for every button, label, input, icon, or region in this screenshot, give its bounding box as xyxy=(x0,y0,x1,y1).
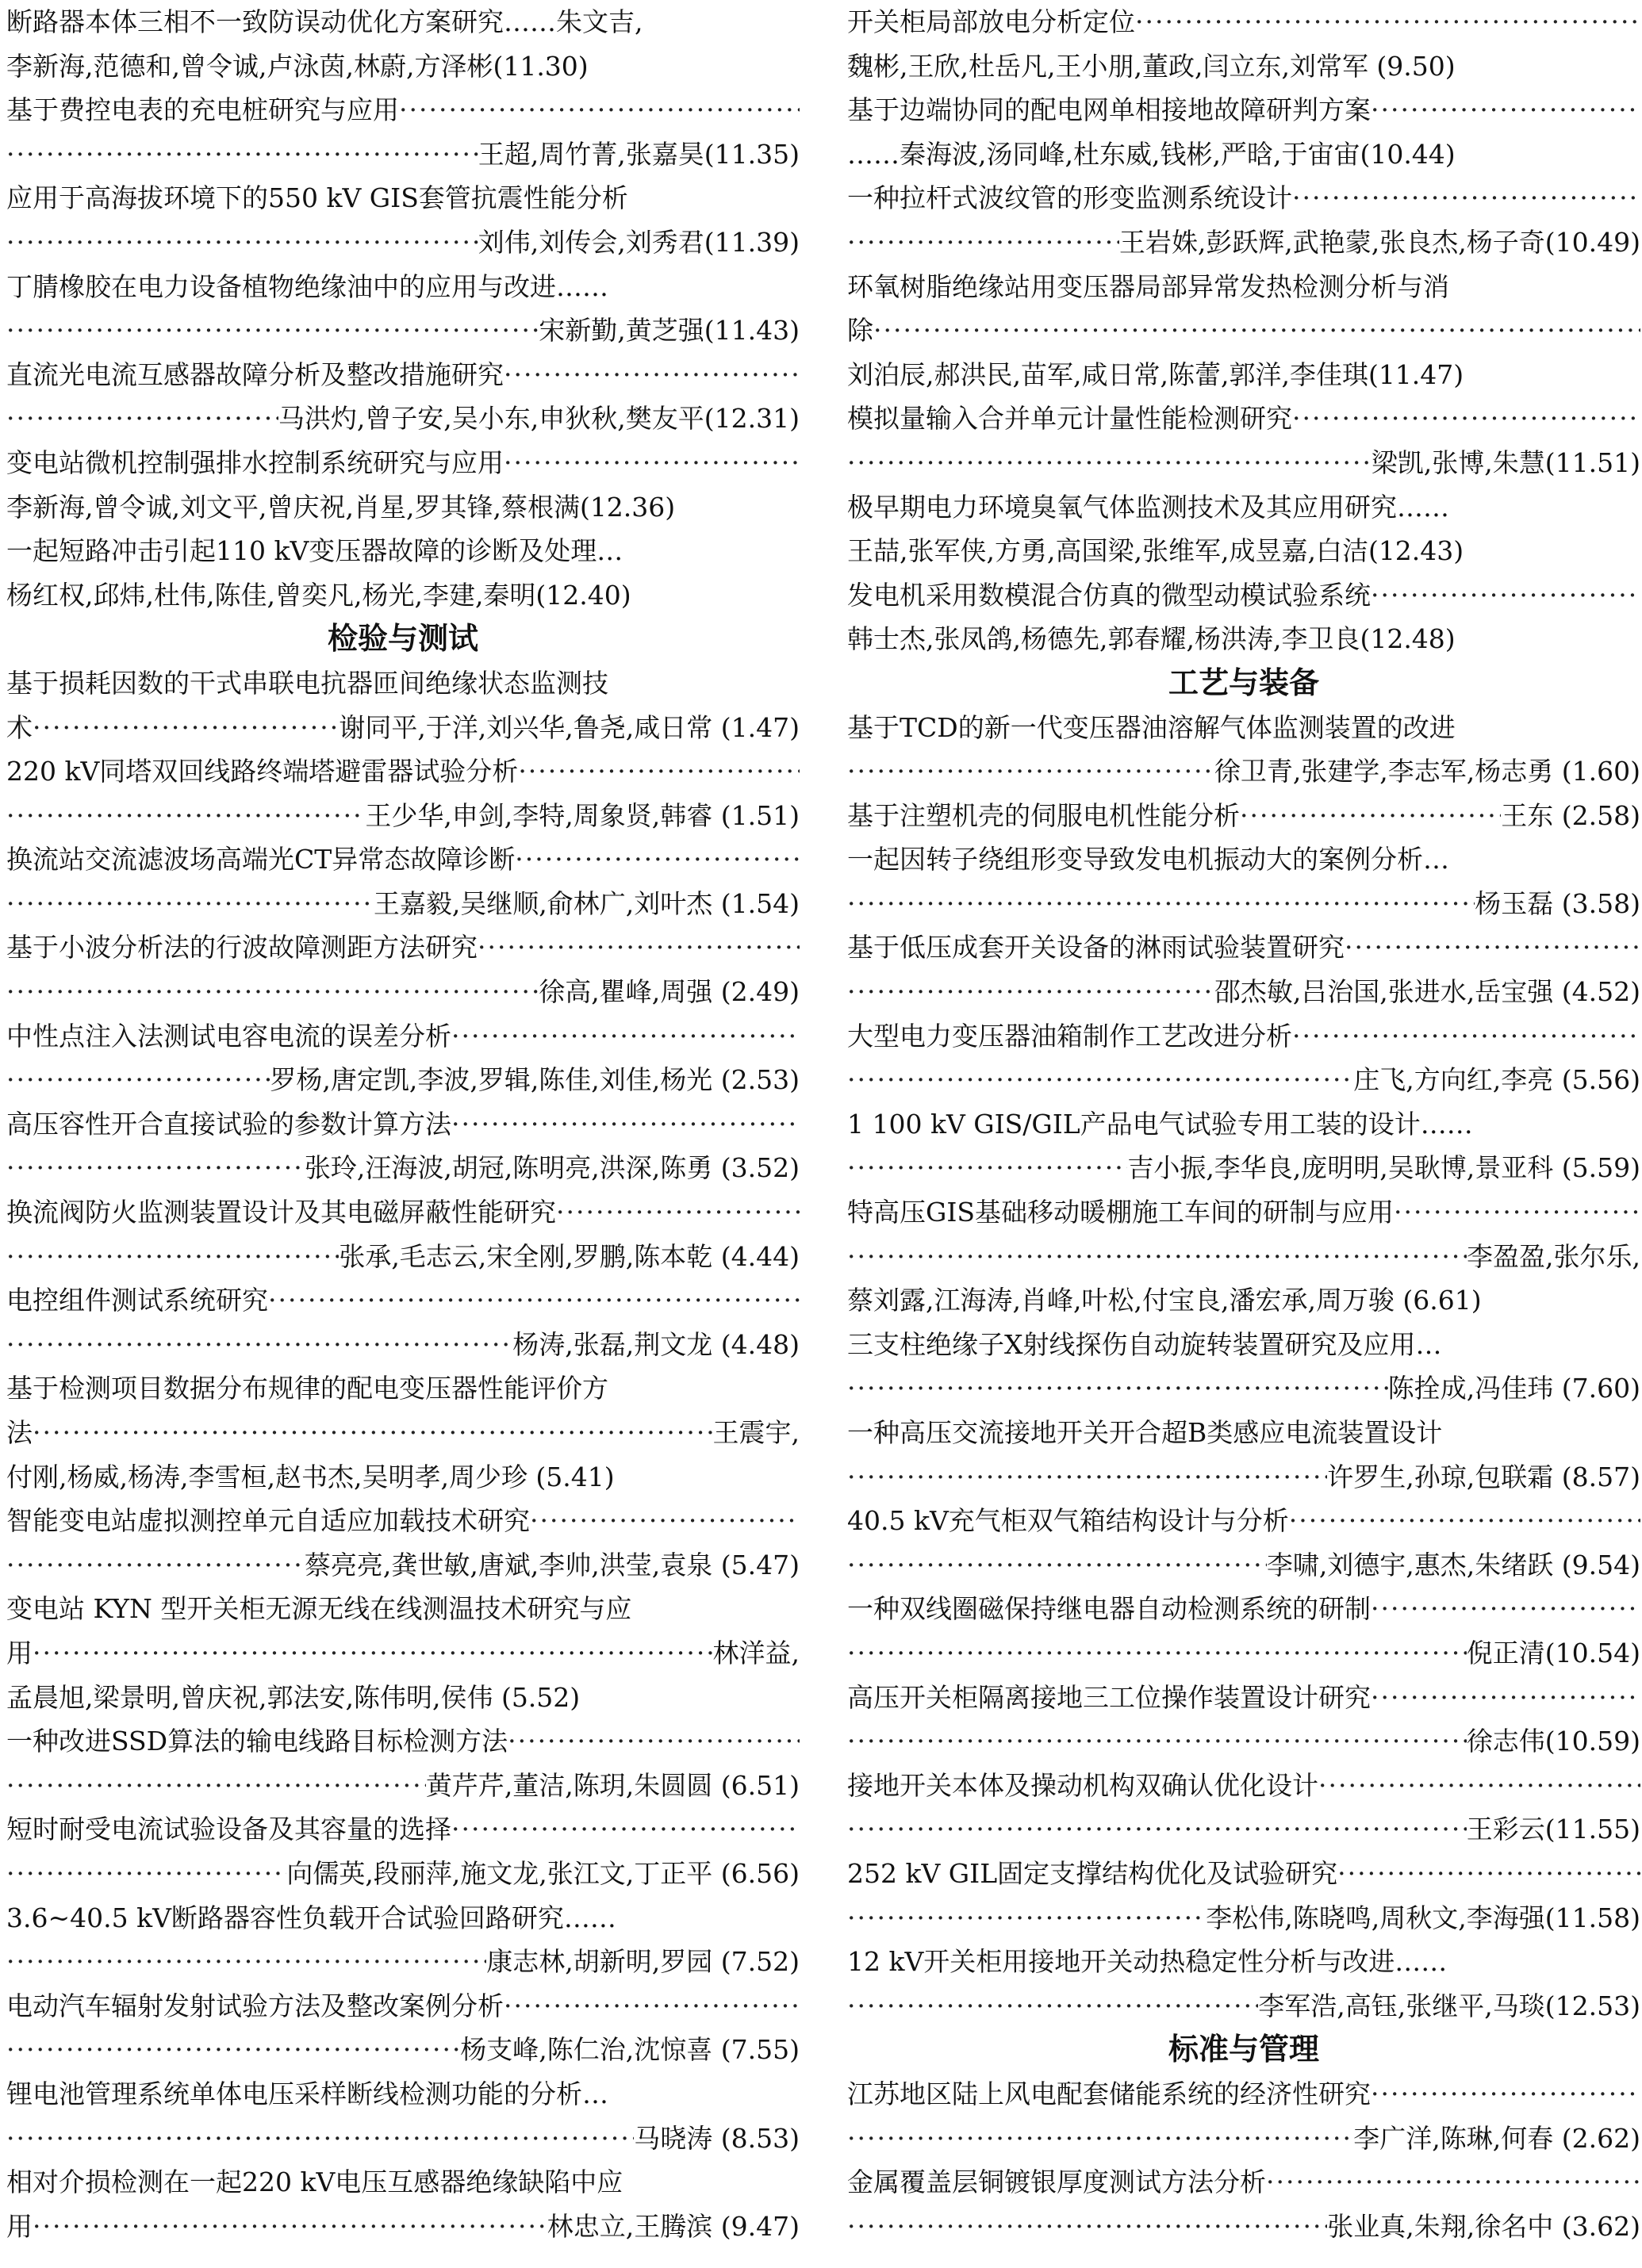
entry-text: 蔡刘露,江海涛,肖峰,叶松,付宝良,潘宏承,周万骏 (6.61) xyxy=(847,1285,1482,1316)
toc-line xyxy=(847,1499,1640,1543)
entry-text: 220 kV同塔双回线路终端塔避雷器试验分析 xyxy=(6,756,519,787)
toc-line xyxy=(6,1499,800,1543)
toc-line xyxy=(6,1940,800,1984)
toc-line xyxy=(6,749,800,794)
toc-line xyxy=(847,441,1640,485)
leader-dots xyxy=(1371,1587,1640,1631)
leader-dots xyxy=(478,925,800,970)
entry-authors-page: 梁凯,张博,朱慧(11.51) xyxy=(1371,446,1640,478)
entry-text: 开关柜局部放电分析定位 xyxy=(847,6,1135,37)
toc-line xyxy=(847,1146,1640,1190)
entry-text: 金属覆盖层铜镀银厚度测试方法分析 xyxy=(847,2166,1266,2198)
toc-line xyxy=(6,353,800,397)
leader-dots xyxy=(6,1058,270,1102)
toc-line xyxy=(847,970,1640,1014)
leader-dots xyxy=(847,1058,1353,1102)
toc-line xyxy=(6,1014,800,1059)
toc-line xyxy=(6,485,800,530)
entry-authors-page: 王嘉毅,吴继顺,俞林广,刘叶杰 (1.54) xyxy=(373,887,800,919)
entry-text: 李新海,曾令诚,刘文平,曾庆祝,肖星,罗其锋,蔡根满(12.36) xyxy=(6,491,676,523)
leader-dots xyxy=(1318,1764,1640,1808)
leader-dots xyxy=(33,2205,547,2249)
toc-line xyxy=(847,1896,1640,1940)
section-heading: 检验与测试 xyxy=(327,621,478,657)
leader-dots xyxy=(6,1323,512,1367)
toc-line xyxy=(6,661,800,706)
toc-line xyxy=(6,837,800,882)
entry-text: 40.5 kV充气柜双气箱结构设计与分析 xyxy=(847,1505,1289,1537)
entry-text: 丁腈橡胶在电力设备植物绝缘油中的应用与改进…… xyxy=(6,270,608,302)
entry-text: 基于TCD的新一代变压器油溶解气体监测装置的改进 xyxy=(847,711,1456,743)
leader-dots xyxy=(6,1852,286,1896)
entry-authors-page: 陈拴成,冯佳玮 (7.60) xyxy=(1387,1373,1640,1404)
leader-dots xyxy=(847,441,1372,485)
toc-line xyxy=(6,706,800,750)
entry-text: 变电站 KYN 型开关柜无源无线在线测温技术研究与应 xyxy=(6,1593,632,1625)
leader-dots xyxy=(847,1896,1206,1940)
entry-text: 基于边端协同的配电网单相接地故障研判方案 xyxy=(847,94,1371,126)
toc-line xyxy=(6,1807,800,1852)
entry-text: 一起短路冲击引起110 kV变压器故障的诊断及处理… xyxy=(6,535,623,567)
entry-authors-page: 黄芹芹,董洁,陈玥,朱圆圆 (6.51) xyxy=(425,1769,800,1801)
leader-dots xyxy=(1371,1676,1640,1720)
toc-line xyxy=(847,397,1640,441)
entry-text: 基于检测项目数据分布规律的配电变压器性能评价方 xyxy=(6,1373,608,1404)
toc-line xyxy=(6,970,800,1014)
entry-authors-page: 马晓涛 (8.53) xyxy=(634,2122,800,2154)
entry-text: 用 xyxy=(6,1637,33,1668)
leader-dots xyxy=(504,441,800,485)
toc-line xyxy=(6,1411,800,1455)
toc-line xyxy=(6,882,800,926)
entry-text: 环氧树脂绝缘站用变压器局部异常发热检测分析与消 xyxy=(847,270,1449,302)
leader-dots xyxy=(504,353,800,397)
entry-text: ……秦海波,汤同峰,杜东威,钱彬,严晗,于宙宙(10.44) xyxy=(847,138,1456,170)
toc-line xyxy=(6,176,800,220)
section-heading: 工艺与装备 xyxy=(1168,665,1319,700)
leader-dots xyxy=(1266,2160,1640,2205)
toc-line xyxy=(6,794,800,838)
leader-dots xyxy=(1371,2072,1640,2117)
entry-text: 基于小波分析法的行波故障测距方法研究 xyxy=(6,932,478,964)
toc-line xyxy=(847,132,1640,177)
toc-line xyxy=(847,1719,1640,1764)
leader-dots xyxy=(847,749,1214,794)
toc-line xyxy=(6,573,800,618)
leader-dots xyxy=(6,882,374,926)
entry-authors-page: 许罗生,孙琼,包联霜 (8.57) xyxy=(1327,1461,1640,1492)
toc-line xyxy=(6,1764,800,1808)
toc-line xyxy=(847,2117,1640,2161)
toc-line xyxy=(847,529,1640,573)
entry-text: 一种双线圈磁保持继电器自动检测系统的研制 xyxy=(847,1593,1371,1625)
leader-dots xyxy=(6,1764,426,1808)
toc-line xyxy=(6,88,800,132)
entry-text: 相对介损检测在一起220 kV电压互感器绝缘缺陷中应 xyxy=(6,2166,623,2198)
toc-line xyxy=(847,794,1640,838)
toc-line xyxy=(847,176,1640,220)
toc-line xyxy=(6,2072,800,2117)
toc-line xyxy=(6,1235,800,1279)
toc-line xyxy=(6,44,800,89)
entry-text: 一种高压交流接地开关开合超B类感应电流装置设计 xyxy=(847,1417,1443,1448)
entry-authors-page: 罗杨,唐定凯,李波,罗辑,陈佳,刘佳,杨光 (2.53) xyxy=(270,1064,800,1096)
toc-line xyxy=(847,265,1640,309)
entry-authors-page: 王东 (2.58) xyxy=(1501,799,1640,831)
leader-dots xyxy=(847,220,1119,265)
toc-line xyxy=(847,1807,1640,1852)
toc-line xyxy=(847,0,1640,44)
toc-line xyxy=(847,2205,1640,2249)
leader-dots xyxy=(6,970,539,1014)
entry-authors-page: 谢同平,于洋,刘兴华,鲁尧,咸日常 (1.47) xyxy=(339,711,800,743)
toc-line xyxy=(6,1587,800,1631)
toc-line xyxy=(6,397,800,441)
leader-dots xyxy=(6,794,365,838)
leader-dots xyxy=(6,1940,486,1984)
entry-text: 韩士杰,张凤鸽,杨德先,郭春耀,杨洪涛,李卫良(12.48) xyxy=(847,623,1456,655)
toc-line xyxy=(6,132,800,177)
leader-dots xyxy=(1289,1499,1640,1543)
entry-text: 王喆,张军侠,方勇,高国梁,张维军,成昱嘉,白洁(12.43) xyxy=(847,535,1464,567)
toc-line xyxy=(847,2072,1640,2117)
entry-authors-page: 王岩姝,彭跃辉,武艳蒙,张良杰,杨子奇(10.49) xyxy=(1118,226,1640,258)
leader-dots xyxy=(1135,0,1640,44)
entry-authors-page: 徐志伟(10.59) xyxy=(1466,1726,1640,1757)
entry-authors-page: 李盈盈,张尔乐, xyxy=(1467,1240,1640,1272)
entry-text: 江苏地区陆上风电配套储能系统的经济性研究 xyxy=(847,2078,1371,2109)
toc-line xyxy=(847,617,1640,661)
toc-line xyxy=(847,44,1640,89)
entry-text: 李新海,范德和,曾令诚,卢泳茵,林蔚,方泽彬(11.30) xyxy=(6,50,589,82)
toc-line xyxy=(847,1190,1640,1235)
leader-dots xyxy=(847,1366,1388,1411)
leader-dots xyxy=(518,749,800,794)
toc-line xyxy=(847,1366,1640,1411)
toc-line xyxy=(6,1896,800,1940)
right-column xyxy=(847,0,1640,2248)
entry-text: 锂电池管理系统单体电压采样断线检测功能的分析… xyxy=(6,2078,608,2109)
toc-line xyxy=(6,220,800,265)
toc-line xyxy=(6,529,800,573)
leader-dots xyxy=(1292,176,1640,220)
toc-line xyxy=(6,308,800,353)
entry-text: 模拟量输入合并单元计量性能检测研究 xyxy=(847,403,1292,435)
leader-dots xyxy=(1345,925,1640,970)
entry-text: 特高压GIS基础移动暖棚施工车间的研制与应用 xyxy=(847,1197,1395,1228)
toc-line xyxy=(6,2028,800,2072)
leader-dots xyxy=(6,1543,305,1588)
entry-text: 极早期电力环境臭氧气体监测技术及其应用研究…… xyxy=(847,491,1449,523)
leader-dots xyxy=(1240,794,1501,838)
entry-text: 高压容性开合直接试验的参数计算方法 xyxy=(6,1108,451,1140)
leader-dots xyxy=(1371,573,1640,618)
entry-authors-page: 倪正清(10.54) xyxy=(1466,1637,1640,1668)
entry-text: 付刚,杨威,杨涛,李雪桓,赵书杰,吴明孝,周少珍 (5.41) xyxy=(6,1461,615,1492)
entry-authors-page: 王彩云(11.55) xyxy=(1466,1814,1640,1845)
toc-line xyxy=(847,1102,1640,1147)
entry-text: 接地开关本体及操动机构双确认优化设计 xyxy=(847,1769,1318,1801)
leader-dots xyxy=(847,2205,1327,2249)
toc-line xyxy=(847,749,1640,794)
entry-text: 基于注塑机壳的伺服电机性能分析 xyxy=(847,799,1240,831)
toc-line xyxy=(847,706,1640,750)
entry-text: 基于低压成套开关设备的淋雨试验装置研究 xyxy=(847,932,1345,964)
toc-line xyxy=(6,441,800,485)
entry-text: 刘泊辰,郝洪民,苗军,咸日常,陈蕾,郭洋,李佳琪(11.47) xyxy=(847,358,1464,390)
leader-dots xyxy=(847,1631,1467,1676)
toc-line xyxy=(6,925,800,970)
leader-dots xyxy=(508,1719,800,1764)
leader-dots xyxy=(873,308,1640,353)
toc-line xyxy=(847,1278,1640,1323)
leader-dots xyxy=(847,1543,1267,1588)
toc-line xyxy=(847,353,1640,397)
leader-dots xyxy=(556,1190,800,1235)
entry-text: 法 xyxy=(6,1417,33,1448)
toc-line xyxy=(847,220,1640,265)
toc-line xyxy=(6,1719,800,1764)
entry-authors-page: 马洪灼,曾子安,吴小东,申狄秋,樊友平(12.31) xyxy=(278,403,800,435)
entry-text: 换流阀防火监测装置设计及其电磁屏蔽性能研究 xyxy=(6,1197,556,1228)
toc-line xyxy=(847,1235,1640,1279)
toc-line xyxy=(6,1278,800,1323)
leader-dots xyxy=(847,1146,1127,1190)
entry-authors-page: 徐卫青,张建学,李志军,杨志勇 (1.60) xyxy=(1214,756,1640,787)
toc-line xyxy=(847,1543,1640,1588)
leader-dots xyxy=(1371,88,1640,132)
toc-line xyxy=(6,2160,800,2205)
leader-dots xyxy=(6,1235,339,1279)
leader-dots xyxy=(1292,1014,1640,1059)
toc-line xyxy=(6,2117,800,2161)
leader-dots xyxy=(6,397,278,441)
entry-text: 三支柱绝缘子X射线探伤自动旋转装置研究及应用… xyxy=(847,1328,1442,1360)
toc-line xyxy=(847,1455,1640,1500)
toc-line xyxy=(847,1676,1640,1720)
toc-line xyxy=(847,837,1640,882)
entry-text: 12 kV开关柜用接地开关动热稳定性分析与改进…… xyxy=(847,1946,1448,1978)
entry-text: 除 xyxy=(847,315,873,347)
toc-line xyxy=(847,1852,1640,1896)
entry-text: 中性点注入法测试电容电流的误差分析 xyxy=(6,1020,451,1052)
entry-authors-page: 张业真,朱翔,徐名中 (3.62) xyxy=(1327,2210,1640,2242)
leader-dots xyxy=(1394,1190,1640,1235)
leader-dots xyxy=(33,706,339,750)
entry-authors-page: 李广洋,陈琳,何春 (2.62) xyxy=(1353,2122,1640,2154)
entry-authors-page: 康志林,胡新明,罗园 (7.52) xyxy=(486,1946,800,1978)
entry-authors-page: 张玲,汪海波,胡冠,陈明亮,洪深,陈勇 (3.52) xyxy=(304,1152,800,1184)
toc-line xyxy=(6,1190,800,1235)
toc-line xyxy=(6,1058,800,1102)
entry-text: 杨红权,邱炜,杜伟,陈佳,曾奕凡,杨光,李建,秦明(12.40) xyxy=(6,579,631,611)
leader-dots xyxy=(847,1455,1327,1500)
toc-line xyxy=(847,2160,1640,2205)
entry-text: 换流站交流滤波场高端光CT异常态故障诊断 xyxy=(6,844,516,875)
entry-text: 变电站微机控制强排水控制系统研究与应用 xyxy=(6,446,504,478)
leader-dots xyxy=(6,2117,634,2161)
toc-line xyxy=(847,925,1640,970)
leader-dots xyxy=(1292,397,1640,441)
toc-line xyxy=(6,1146,800,1190)
leader-dots xyxy=(451,1014,800,1059)
leader-dots xyxy=(6,132,478,177)
entry-authors-page: 杨玉磊 (3.58) xyxy=(1475,887,1640,919)
entry-text: 一起因转子绕组形变导致发电机振动大的案例分析… xyxy=(847,844,1449,875)
entry-authors-page: 向儒英,段丽萍,施文龙,张江文,丁正平 (6.56) xyxy=(286,1857,800,1889)
left-column xyxy=(6,0,800,2248)
leader-dots xyxy=(847,970,1214,1014)
toc-line xyxy=(847,1940,1640,1984)
leader-dots xyxy=(451,1102,800,1147)
leader-dots xyxy=(6,220,478,265)
entry-text: 电控组件测试系统研究 xyxy=(6,1285,268,1316)
entry-text: 电动汽车辐射发射试验方法及整改案例分析 xyxy=(6,1990,504,2021)
entry-authors-page: 杨支峰,陈仁治,沈惊喜 (7.55) xyxy=(460,2034,800,2066)
leader-dots xyxy=(451,1807,800,1852)
entry-text: 一种拉杆式波纹管的形变监测系统设计 xyxy=(847,182,1292,214)
entry-authors-page: 王超,周竹菁,张嘉昊(11.35) xyxy=(478,138,800,170)
toc-line xyxy=(6,1455,800,1500)
entry-authors-page: 邵杰敏,吕治国,张进水,岳宝强 (4.52) xyxy=(1214,976,1640,1008)
entry-text: 1 100 kV GIS/GIL产品电气试验专用工装的设计…… xyxy=(847,1108,1473,1140)
leader-dots xyxy=(6,308,539,353)
entry-authors-page: 林忠立,王腾滨 (9.47) xyxy=(547,2210,800,2242)
entry-text: 断路器本体三相不一致防误动优化方案研究…… xyxy=(6,6,556,37)
leader-dots xyxy=(6,1146,305,1190)
leader-dots xyxy=(847,1807,1467,1852)
entry-authors-page: 林洋益, xyxy=(712,1637,800,1668)
section-heading: 标准与管理 xyxy=(1168,2032,1319,2067)
entry-authors-page: 李松伟,陈晓鸣,周秋文,李海强(11.58) xyxy=(1206,1902,1640,1933)
toc-line xyxy=(847,1014,1640,1059)
entry-text: 智能变电站虚拟测控单元自适应加载技术研究 xyxy=(6,1505,530,1537)
leader-dots xyxy=(33,1631,713,1676)
entry-authors-page: 蔡亮亮,龚世敏,唐斌,李帅,洪莹,袁泉 (5.47) xyxy=(304,1549,800,1580)
entry-authors-page: 徐高,瞿峰,周强 (2.49) xyxy=(539,976,800,1008)
toc-line xyxy=(6,1102,800,1147)
entry-authors-page: 杨涛,张磊,荆文龙 (4.48) xyxy=(512,1328,800,1360)
toc-line xyxy=(847,1323,1640,1367)
entry-authors-page: 刘伟,刘传会,刘秀君(11.39) xyxy=(478,226,800,258)
leader-dots xyxy=(530,1499,800,1543)
entry-text: 252 kV GIL固定支撑结构优化及试验研究 xyxy=(847,1857,1338,1889)
leader-dots xyxy=(847,1235,1467,1279)
toc-line xyxy=(847,573,1640,618)
toc-line xyxy=(6,265,800,309)
leader-dots xyxy=(847,882,1475,926)
toc-line xyxy=(6,1676,800,1720)
toc-line xyxy=(847,88,1640,132)
leader-dots xyxy=(515,837,800,882)
leader-dots xyxy=(1337,1852,1640,1896)
toc-line xyxy=(6,1366,800,1411)
entry-authors-page: 庄飞,方向红,李亮 (5.56) xyxy=(1353,1064,1640,1096)
leader-dots xyxy=(847,1719,1467,1764)
entry-text: 基于费控电表的充电桩研究与应用 xyxy=(6,94,399,126)
toc-line xyxy=(847,1411,1640,1455)
entry-text: 一种改进SSD算法的输电线路目标检测方法 xyxy=(6,1726,508,1757)
toc-line xyxy=(6,1543,800,1588)
toc-line xyxy=(847,882,1640,926)
entry-authors-page: 吉小振,李华良,庞明明,吴耿博,景亚科 (5.59) xyxy=(1127,1152,1640,1184)
toc-line xyxy=(6,1984,800,2029)
leader-dots xyxy=(847,2117,1353,2161)
entry-text: 孟晨旭,梁景明,曾庆祝,郭法安,陈伟明,侯伟 (5.52) xyxy=(6,1681,581,1713)
entry-text: 大型电力变压器油箱制作工艺改进分析 xyxy=(847,1020,1292,1052)
toc-line xyxy=(847,1984,1640,2029)
entry-text: 应用于高海拔环境下的550 kV GIS套管抗震性能分析 xyxy=(6,182,628,214)
entry-authors-page: 王少华,申剑,李特,周象贤,韩睿 (1.51) xyxy=(365,799,800,831)
entry-authors-page: 朱文吉, xyxy=(556,6,643,37)
entry-authors-page: 王震宇, xyxy=(712,1417,800,1448)
leader-dots xyxy=(33,1411,713,1455)
leader-dots xyxy=(504,1984,800,2029)
entry-text: 术 xyxy=(6,711,33,743)
toc-line xyxy=(6,2205,800,2249)
entry-text: 直流光电流互感器故障分析及整改措施研究 xyxy=(6,358,504,390)
entry-authors-page: 张承,毛志云,宋全刚,罗鹏,陈本乾 (4.44) xyxy=(339,1240,800,1272)
leader-dots xyxy=(847,1984,1258,2029)
toc-line xyxy=(6,1323,800,1367)
toc-line xyxy=(847,1058,1640,1102)
entry-authors-page: 李军浩,高钰,张继平,马琰(12.53) xyxy=(1258,1990,1640,2021)
toc-line xyxy=(6,1852,800,1896)
entry-authors-page: 宋新勤,黄芝强(11.43) xyxy=(539,315,800,347)
toc-line xyxy=(847,1631,1640,1676)
entry-text: 魏彬,王欣,杜岳凡,王小朋,董政,闫立东,刘常军 (9.50) xyxy=(847,50,1456,82)
entry-text: 高压开关柜隔离接地三工位操作装置设计研究 xyxy=(847,1681,1371,1713)
toc-line xyxy=(847,1587,1640,1631)
entry-text: 用 xyxy=(6,2210,33,2242)
toc-line xyxy=(6,1631,800,1676)
leader-dots xyxy=(268,1278,800,1323)
entry-text: 3.6~40.5 kV断路器容性负载开合试验回路研究…… xyxy=(6,1902,616,1933)
leader-dots xyxy=(6,2028,460,2072)
toc-line xyxy=(847,485,1640,530)
toc-line xyxy=(847,1764,1640,1808)
entry-authors-page: 李啸,刘德宇,惠杰,朱绪跃 (9.54) xyxy=(1266,1549,1640,1580)
entry-text: 基于损耗因数的干式串联电抗器匝间绝缘状态监测技 xyxy=(6,667,608,699)
leader-dots xyxy=(399,88,800,132)
entry-text: 短时耐受电流试验设备及其容量的选择 xyxy=(6,1814,451,1845)
toc-line xyxy=(847,308,1640,353)
entry-text: 发电机采用数模混合仿真的微型动模试验系统 xyxy=(847,579,1371,611)
toc-line xyxy=(6,0,800,44)
